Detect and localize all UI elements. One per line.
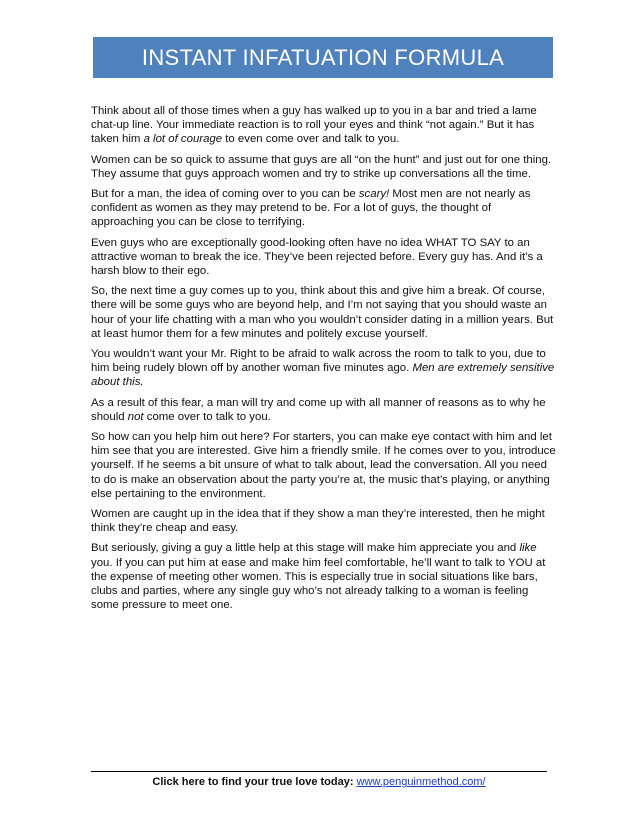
paragraph-text: But for a man, the idea of coming over to you can be <box>91 188 359 201</box>
paragraph-text: Think about all of those times when a guy has walked up to you in a bar and tried a lame chat-up line. Your immediate reaction is to roll your eyes and think “not again.” But it has taken him <box>91 105 537 146</box>
footer-text: Click here to find your true love today: <box>152 776 357 788</box>
emphasis-text: Men are extremely sensitive about this. <box>91 362 555 389</box>
body-text <box>91 104 557 619</box>
emphasis-text: a lot of courage <box>143 133 223 146</box>
paragraph-text: Most men are not nearly as confident as women as they may pretend to be. For a lot of guys, the thought of approaching you can be close to terrifying. <box>91 188 531 229</box>
paragraph <box>91 153 557 181</box>
paragraph <box>91 507 557 535</box>
paragraph-text: So how can you help him out here? For starters, you can make eye contact with him and let him see that you are interested. Give him a friendly smile. If he comes over to you, introduce yourself. If he seems a bit unsure of what to talk about, lead the conversation. All you need to do is make an observation about the party you’re at, the music that’s playing, or anything else pertaining to the environment. <box>91 431 556 500</box>
paragraph <box>91 347 557 390</box>
paragraph-text: As a result of this fear, a man will try and come up with all manner of reasons as to why he should <box>91 396 546 423</box>
title-banner <box>93 37 553 78</box>
footer-divider <box>91 771 547 772</box>
paragraph <box>91 396 557 424</box>
paragraph <box>91 104 557 147</box>
paragraph <box>91 236 557 279</box>
paragraph-text: You wouldn’t want your Mr. Right to be afraid to walk across the room to talk to you, due to him being rudely blown off by another woman five minutes ago. <box>91 348 546 375</box>
paragraph <box>91 541 557 612</box>
paragraph-text: Women are caught up in the idea that if they show a man they’re interested, then he might think they’re cheap and easy. <box>91 508 545 535</box>
paragraph-text: come over to talk to you. <box>143 410 271 423</box>
page-title: INSTANT INFATUATION FORMULA <box>141 45 505 70</box>
footer-link[interactable]: www.penguinmethod.com/ <box>356 776 486 788</box>
emphasis-text: not <box>127 410 144 423</box>
paragraph <box>91 187 557 230</box>
emphasis-text: like <box>519 542 537 555</box>
paragraph <box>91 284 557 341</box>
paragraph <box>91 430 557 501</box>
paragraph-text: Even guys who are exceptionally good-looking often have no idea WHAT TO SAY to an attractive woman to break the ice. They’ve been rejected before. Every guy has. And it’s a harsh blow to their ego. <box>91 236 543 278</box>
footer <box>91 776 547 788</box>
paragraph-text: you. If you can put him at ease and make him feel comfortable, he’ll want to talk to YOU at the expense of meeting other women. This is especially true in social situations like bars, clubs and parties, where any single guy who’s not already talking to a woman is feeling some pressure to meet one. <box>91 556 546 612</box>
paragraph-text: But seriously, giving a guy a little help at this stage will make him appreciate you and <box>91 542 520 555</box>
paragraph-text: Women can be so quick to assume that guys are all “on the hunt” and just out for one thing. They assume that guys approach women and try to strike up conversations all the time. <box>91 153 552 180</box>
emphasis-text: scary! <box>358 188 390 201</box>
paragraph-text: So, the next time a guy comes up to you, think about this and give him a break. Of course, there will be some guys who are beyond help, and I’m not saying that you should waste an hour of your life chatting with a man who you wouldn’t consider dating in a million years. But at least humor them for a few minutes and politely excuse yourself. <box>91 285 554 340</box>
paragraph-text: to even come over and talk to you. <box>222 133 400 146</box>
